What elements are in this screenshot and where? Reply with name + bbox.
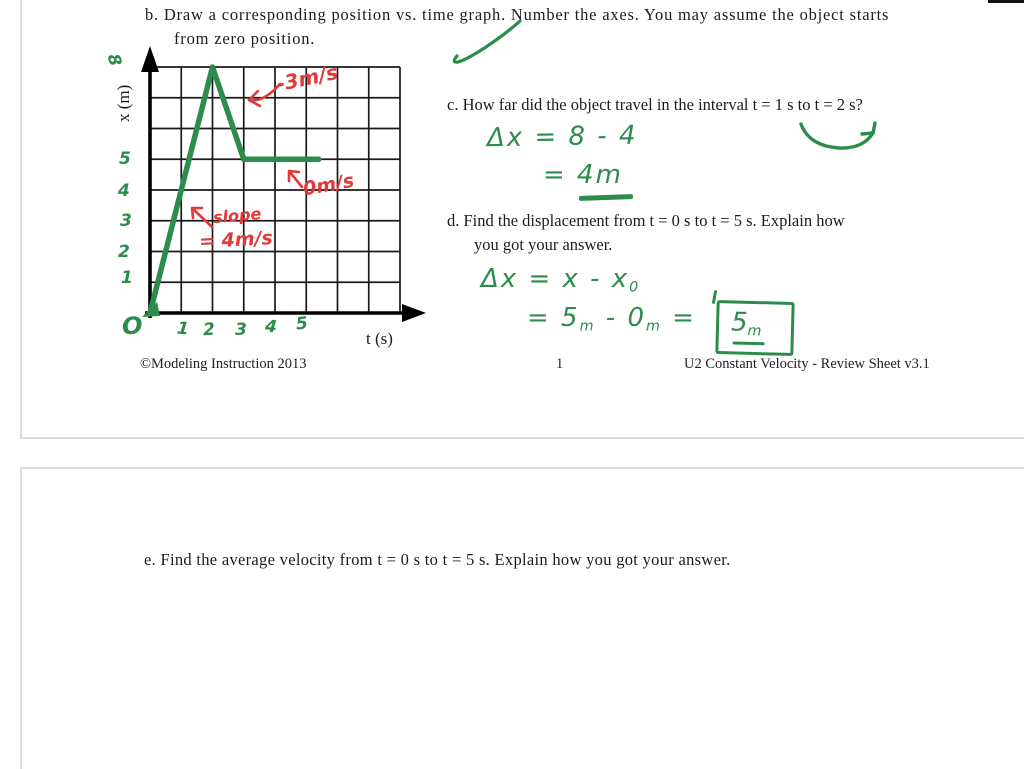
- work-d-line2-part: = 5: [527, 303, 580, 333]
- footer-page-number: 1: [556, 356, 564, 372]
- y-tick-label-1: 1: [121, 268, 133, 288]
- work-d-line2-sub: m: [645, 318, 662, 335]
- question-d-line1: d. Find the displacement from t = 0 s to t = 5 s. Explain how: [447, 211, 845, 230]
- x-tick-label-4: 4: [264, 316, 278, 338]
- x-tick-label-1: 1: [175, 318, 190, 340]
- work-c-line2: = 4m: [543, 160, 623, 190]
- work-c-line1: Δx = 8 - 4: [486, 120, 638, 154]
- y-tick-label-4: 4: [118, 181, 130, 201]
- origin-zero-label: O: [122, 312, 143, 340]
- x-tick-label-3: 3: [235, 320, 247, 340]
- x-tick-label-5: 5: [294, 313, 309, 335]
- position-time-graph: [100, 40, 450, 352]
- y-axis-label: x (m): [114, 84, 133, 122]
- velocity-label-flat: 0m/s: [301, 169, 356, 201]
- question-e-text: e. Find the average velocity from t = 0 s to t = 5 s. Explain how you got your answer.: [144, 550, 731, 569]
- work-d-line2-part: =: [661, 303, 696, 333]
- answer-number: 5: [730, 307, 749, 338]
- question-b-line1: b. Draw a corresponding position vs. time graph. Number the axes. You may assume the object starts: [145, 5, 890, 24]
- work-d-line1-subscript: 0: [629, 279, 641, 296]
- velocity-label-descending: -3m/s: [274, 59, 341, 97]
- work-d-line2: [527, 303, 696, 334]
- x-axis-label: t (s): [366, 329, 393, 348]
- question-c-text: c. How far did the object travel in the interval t = 1 s to t = 2 s?: [447, 95, 863, 114]
- answer-value: [731, 307, 762, 339]
- y-tick-label-5: 5: [119, 149, 131, 169]
- work-d-line2-part: - 0: [595, 303, 646, 333]
- work-d-line1: [481, 264, 640, 295]
- work-d-line2-sub: m: [579, 318, 596, 335]
- question-b-line2: from zero position.: [174, 29, 316, 48]
- green-check-mark-icon: [443, 16, 533, 64]
- footer-version: U2 Constant Velocity - Review Sheet v3.1: [684, 356, 930, 372]
- y-tick-label-8: 8: [102, 51, 126, 69]
- cutoff-text-mark: [988, 0, 1024, 3]
- footer-copyright: ©Modeling Instruction 2013: [140, 356, 307, 372]
- answer-underline: [733, 341, 765, 345]
- question-d-line2: you got your answer.: [474, 235, 613, 254]
- green-curved-arrow-icon: [795, 112, 887, 158]
- position-line-group: [142, 67, 319, 317]
- y-tick-label-3: 3: [120, 211, 132, 231]
- x-tick-label-2: 2: [202, 319, 216, 341]
- answer-unit: m: [747, 323, 762, 340]
- y-tick-label-2: 2: [118, 242, 130, 262]
- slope-label-line2: = 4m/s: [198, 227, 274, 253]
- grid-lines: [150, 67, 400, 313]
- slope-label-line1: slope: [212, 203, 263, 228]
- work-d-line1-main: Δx = x - x: [481, 264, 630, 294]
- answer-box: [715, 300, 794, 356]
- worksheet-page-2: [20, 467, 1024, 769]
